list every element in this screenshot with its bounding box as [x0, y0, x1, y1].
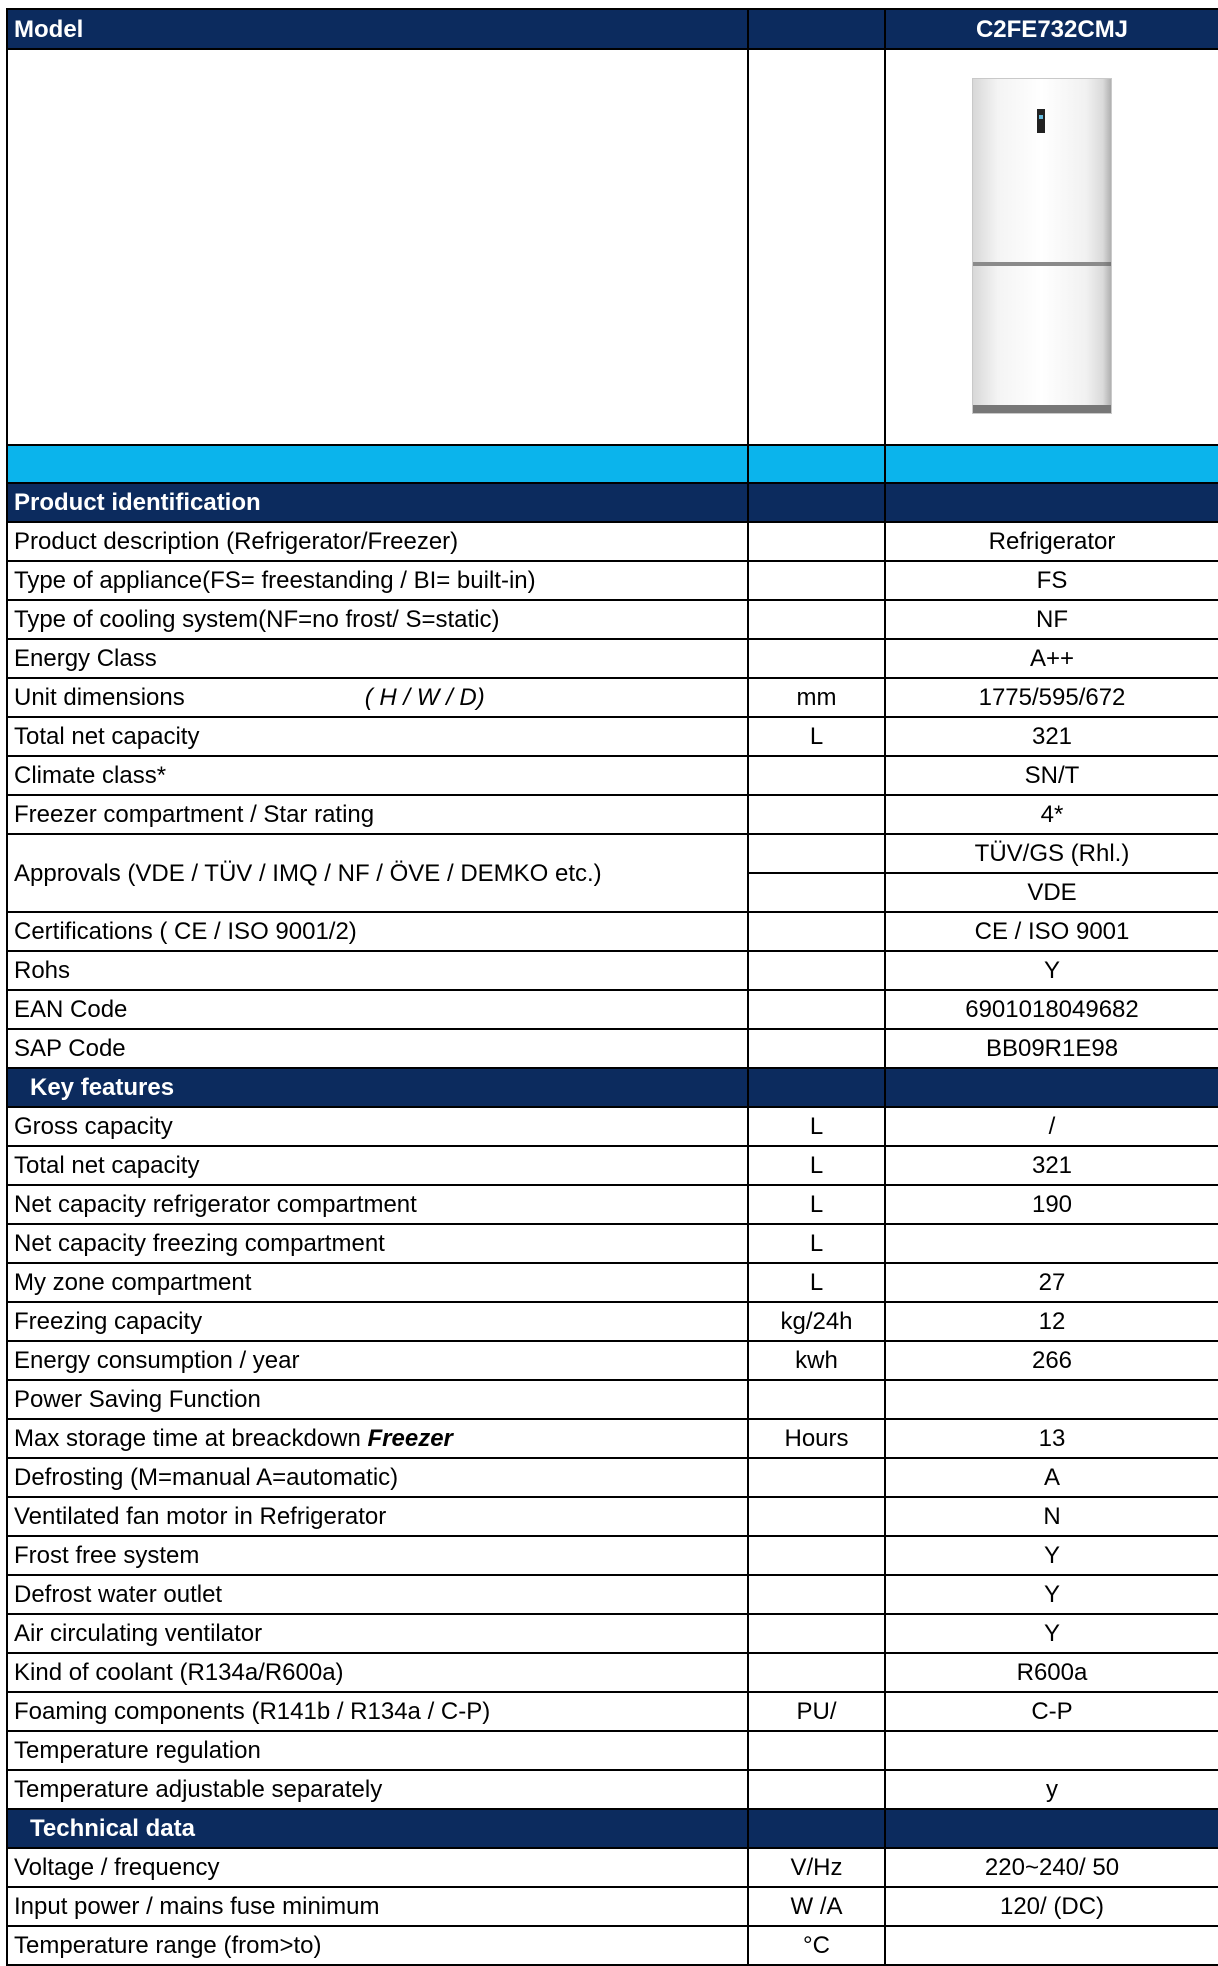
- spec-table-body: [7, 9, 1218, 1965]
- spec-unit: [748, 1380, 885, 1419]
- section-header-key-features: [7, 1068, 1218, 1107]
- spec-label: Type of cooling system(NF=no frost/ S=static): [7, 600, 748, 639]
- spec-unit: L: [748, 717, 885, 756]
- product-image: [892, 50, 1212, 444]
- spec-row: [7, 1536, 1218, 1575]
- spec-unit: [748, 561, 885, 600]
- spec-unit: [748, 1536, 885, 1575]
- spec-unit: [748, 912, 885, 951]
- spec-row: [7, 639, 1218, 678]
- spec-value: Refrigerator: [885, 522, 1218, 561]
- spec-unit: L: [748, 1224, 885, 1263]
- section-header-product-identification: [7, 483, 1218, 522]
- section-header-cell: [885, 1068, 1218, 1107]
- spec-value: 120/ (DC): [885, 1887, 1218, 1926]
- spec-label: Energy Class: [7, 639, 748, 678]
- spec-value: 12: [885, 1302, 1218, 1341]
- spec-label: Gross capacity: [7, 1107, 748, 1146]
- model-header-row: [7, 9, 1218, 49]
- spec-unit: [748, 990, 885, 1029]
- spec-sheet: [6, 8, 1218, 1966]
- spec-value: SN/T: [885, 756, 1218, 795]
- separator-cell: [885, 445, 1218, 483]
- spec-row: [7, 717, 1218, 756]
- spec-unit: [748, 834, 885, 873]
- spec-value: 27: [885, 1263, 1218, 1302]
- spec-value: Y: [885, 1614, 1218, 1653]
- spec-value: /: [885, 1107, 1218, 1146]
- spec-label: Rohs: [7, 951, 748, 990]
- spec-value: 321: [885, 717, 1218, 756]
- spec-row: [7, 990, 1218, 1029]
- section-header-cell: [748, 1809, 885, 1848]
- spec-value: y: [885, 1770, 1218, 1809]
- spec-label: Power Saving Function: [7, 1380, 748, 1419]
- spec-label: Temperature adjustable separately: [7, 1770, 748, 1809]
- approvals-row: [7, 834, 1218, 873]
- spec-label: Ventilated fan motor in Refrigerator: [7, 1497, 748, 1536]
- spec-label: EAN Code: [7, 990, 748, 1029]
- spec-row: [7, 1107, 1218, 1146]
- spec-unit: kg/24h: [748, 1302, 885, 1341]
- spec-label: Temperature range (from>to): [7, 1926, 748, 1965]
- spec-row: [7, 1848, 1218, 1887]
- spec-row: [7, 756, 1218, 795]
- spec-label: My zone compartment: [7, 1263, 748, 1302]
- spec-row: [7, 1380, 1218, 1419]
- spec-value: C-P: [885, 1692, 1218, 1731]
- spec-value: 4*: [885, 795, 1218, 834]
- spec-label: Freezer compartment / Star rating: [7, 795, 748, 834]
- spec-value: Y: [885, 1575, 1218, 1614]
- section-title: Key features: [7, 1068, 748, 1107]
- spec-label: Max storage time at breackdown Freezer: [7, 1419, 748, 1458]
- spec-row: [7, 1458, 1218, 1497]
- spec-label: Net capacity freezing compartment: [7, 1224, 748, 1263]
- model-value: C2FE732CMJ: [885, 9, 1218, 49]
- spec-value: 6901018049682: [885, 990, 1218, 1029]
- spec-label: Product description (Refrigerator/Freezer): [7, 522, 748, 561]
- spec-unit: V/Hz: [748, 1848, 885, 1887]
- spec-label: Air circulating ventilator: [7, 1614, 748, 1653]
- spec-value: [885, 1380, 1218, 1419]
- spec-label: Input power / mains fuse minimum: [7, 1887, 748, 1926]
- spec-row: [7, 600, 1218, 639]
- spec-unit: [748, 639, 885, 678]
- spec-value: VDE: [885, 873, 1218, 912]
- spec-value: BB09R1E98: [885, 1029, 1218, 1068]
- section-header-cell: [885, 1809, 1218, 1848]
- spec-unit: [748, 1770, 885, 1809]
- spec-unit: [748, 1653, 885, 1692]
- image-row: [7, 49, 1218, 445]
- spec-label: Type of appliance(FS= freestanding / BI= built-in): [7, 561, 748, 600]
- spec-unit: [748, 873, 885, 912]
- separator-row: [7, 445, 1218, 483]
- spec-row: [7, 1692, 1218, 1731]
- spec-row: [7, 1341, 1218, 1380]
- spec-value: 220~240/ 50: [885, 1848, 1218, 1887]
- spec-value: [885, 1731, 1218, 1770]
- spec-unit: L: [748, 1263, 885, 1302]
- spec-label-emphasis: Freezer: [367, 1425, 453, 1452]
- spec-value: 13: [885, 1419, 1218, 1458]
- section-header-cell: [885, 483, 1218, 522]
- spec-sublabel: ( H / W / D): [364, 684, 485, 711]
- spec-row: [7, 1302, 1218, 1341]
- spec-row: [7, 1653, 1218, 1692]
- spec-value: Y: [885, 1536, 1218, 1575]
- spec-row: [7, 1185, 1218, 1224]
- spec-row: [7, 1224, 1218, 1263]
- spec-unit: [748, 1029, 885, 1068]
- spec-value: N: [885, 1497, 1218, 1536]
- spec-row: [7, 561, 1218, 600]
- spec-unit: [748, 1458, 885, 1497]
- spec-value: CE / ISO 9001: [885, 912, 1218, 951]
- spec-label: Defrost water outlet: [7, 1575, 748, 1614]
- spec-row: [7, 1146, 1218, 1185]
- model-header-unit-cell: [748, 9, 885, 49]
- side-shading: [1103, 79, 1111, 413]
- spec-label: Net capacity refrigerator compartment: [7, 1185, 748, 1224]
- spec-unit: [748, 1731, 885, 1770]
- spec-unit: L: [748, 1107, 885, 1146]
- spec-unit: [748, 600, 885, 639]
- spec-unit: [748, 951, 885, 990]
- spec-unit: °C: [748, 1926, 885, 1965]
- spec-row: [7, 1731, 1218, 1770]
- model-label: Model: [7, 9, 748, 49]
- image-row-label-cell: [7, 49, 748, 445]
- spec-row: [7, 678, 1218, 717]
- spec-unit: mm: [748, 678, 885, 717]
- section-header-cell: [748, 483, 885, 522]
- separator-cell: [7, 445, 748, 483]
- spec-unit: kwh: [748, 1341, 885, 1380]
- refrigerator-image: [972, 78, 1112, 414]
- spec-row: [7, 522, 1218, 561]
- spec-unit: [748, 1497, 885, 1536]
- spec-label: Defrosting (M=manual A=automatic): [7, 1458, 748, 1497]
- spec-row: [7, 1263, 1218, 1302]
- spec-row: [7, 912, 1218, 951]
- separator-cell: [748, 445, 885, 483]
- spec-label: Total net capacity: [7, 717, 748, 756]
- spec-value: A: [885, 1458, 1218, 1497]
- control-panel-display: [1037, 109, 1045, 133]
- spec-value: R600a: [885, 1653, 1218, 1692]
- spec-row: [7, 1614, 1218, 1653]
- image-row-unit-cell: [748, 49, 885, 445]
- spec-unit: PU/: [748, 1692, 885, 1731]
- section-title: Product identification: [7, 483, 748, 522]
- spec-label: Total net capacity: [7, 1146, 748, 1185]
- base-plinth: [973, 405, 1111, 413]
- spec-label: Freezing capacity: [7, 1302, 748, 1341]
- spec-value: 266: [885, 1341, 1218, 1380]
- spec-row: [7, 1419, 1218, 1458]
- spec-label: Kind of coolant (R134a/R600a): [7, 1653, 748, 1692]
- spec-row: [7, 795, 1218, 834]
- spec-label: Temperature regulation: [7, 1731, 748, 1770]
- spec-label: SAP Code: [7, 1029, 748, 1068]
- spec-row: [7, 1497, 1218, 1536]
- spec-value: TÜV/GS (Rhl.): [885, 834, 1218, 873]
- spec-unit: Hours: [748, 1419, 885, 1458]
- door-split-line: [973, 262, 1111, 266]
- spec-label: Approvals (VDE / TÜV / IMQ / NF / ÖVE / DEMKO etc.): [7, 834, 748, 912]
- spec-label: Unit dimensions ( H / W / D): [7, 678, 748, 717]
- spec-value: 1775/595/672: [885, 678, 1218, 717]
- product-image-cell: [885, 49, 1218, 445]
- spec-row: [7, 1575, 1218, 1614]
- spec-value: [885, 1224, 1218, 1263]
- spec-unit: [748, 522, 885, 561]
- spec-unit: W /A: [748, 1887, 885, 1926]
- spec-label: Climate class*: [7, 756, 748, 795]
- spec-unit: [748, 1614, 885, 1653]
- section-title: Technical data: [7, 1809, 748, 1848]
- spec-value: [885, 1926, 1218, 1965]
- spec-label: Certifications ( CE / ISO 9001/2): [7, 912, 748, 951]
- spec-value: 321: [885, 1146, 1218, 1185]
- spec-unit: L: [748, 1146, 885, 1185]
- spec-unit: [748, 795, 885, 834]
- spec-row: [7, 1770, 1218, 1809]
- spec-unit: [748, 756, 885, 795]
- spec-value: Y: [885, 951, 1218, 990]
- spec-row: [7, 1926, 1218, 1965]
- spec-row: [7, 1887, 1218, 1926]
- spec-unit: [748, 1575, 885, 1614]
- spec-label: Voltage / frequency: [7, 1848, 748, 1887]
- section-header-cell: [748, 1068, 885, 1107]
- spec-value: A++: [885, 639, 1218, 678]
- spec-value: NF: [885, 600, 1218, 639]
- spec-value: 190: [885, 1185, 1218, 1224]
- spec-label: Energy consumption / year: [7, 1341, 748, 1380]
- spec-label: Foaming components (R141b / R134a / C-P): [7, 1692, 748, 1731]
- spec-value: FS: [885, 561, 1218, 600]
- section-header-technical-data: [7, 1809, 1218, 1848]
- spec-row: [7, 951, 1218, 990]
- spec-label: Frost free system: [7, 1536, 748, 1575]
- spec-unit: L: [748, 1185, 885, 1224]
- spec-table: [6, 8, 1218, 1966]
- spec-row: [7, 1029, 1218, 1068]
